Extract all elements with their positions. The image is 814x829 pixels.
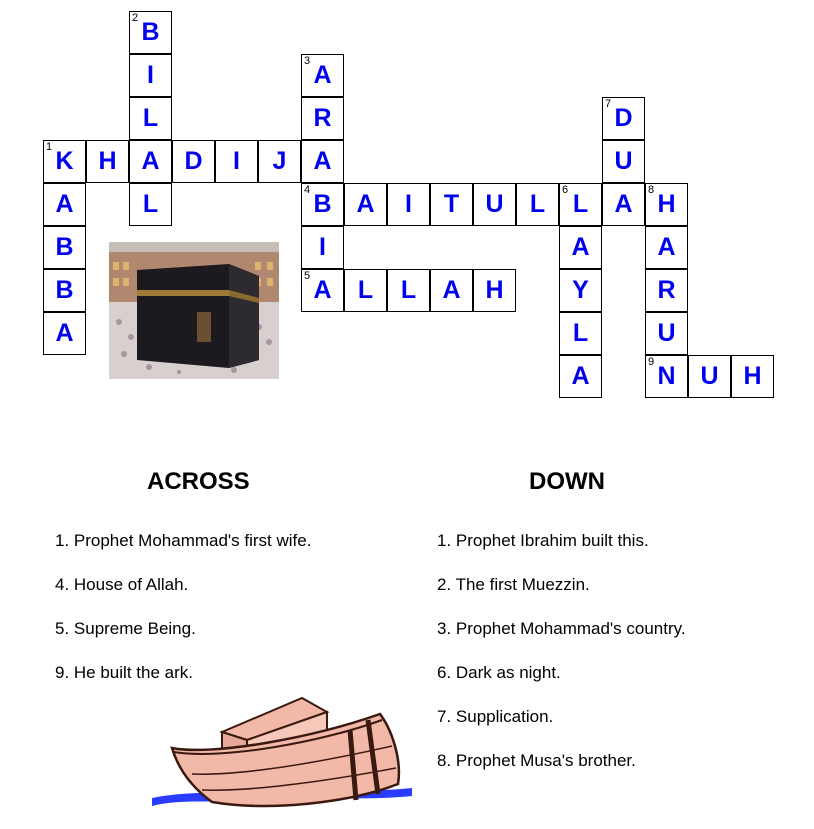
- crossword-cell[interactable]: [731, 355, 774, 398]
- across-clue-9: 9. He built the ark.: [55, 663, 193, 682]
- cell-letter: A: [657, 233, 676, 261]
- down-heading: DOWN: [529, 468, 605, 495]
- cell-letter: A: [55, 319, 74, 347]
- cell-letter: L: [142, 104, 159, 132]
- clue-number: 4: [304, 184, 311, 196]
- crossword-cell[interactable]: [301, 226, 344, 269]
- cell-letter: K: [55, 147, 74, 175]
- clue-number: 1: [46, 141, 53, 153]
- cell-letter: I: [147, 61, 154, 89]
- crossword-cell[interactable]: [602, 140, 645, 183]
- cell-letter: A: [614, 190, 633, 218]
- crossword-cell[interactable]: [301, 97, 344, 140]
- crossword-cell[interactable]: [129, 183, 172, 226]
- crossword-cell[interactable]: [129, 54, 172, 97]
- down-clue-3: 3. Prophet Mohammad's country.: [437, 619, 686, 638]
- crossword-cell[interactable]: [43, 183, 86, 226]
- crossword-cell[interactable]: [645, 226, 688, 269]
- across-clue-1: 1. Prophet Mohammad's first wife.: [55, 531, 312, 550]
- cell-letter: L: [572, 319, 589, 347]
- crossword-cell[interactable]: [129, 11, 172, 54]
- cell-letter: L: [572, 190, 589, 218]
- down-clue-1: 1. Prophet Ibrahim built this.: [437, 531, 649, 550]
- cell-letter: H: [657, 190, 676, 218]
- down-clue-2: 2. The first Muezzin.: [437, 575, 590, 594]
- cell-letter: B: [141, 18, 160, 46]
- cell-letter: R: [313, 104, 332, 132]
- across-heading: ACROSS: [147, 468, 250, 495]
- down-clue-6: 6. Dark as night.: [437, 663, 561, 682]
- crossword-cell[interactable]: [559, 269, 602, 312]
- cell-letter: A: [442, 276, 461, 304]
- crossword-cell[interactable]: [430, 183, 473, 226]
- crossword-cell[interactable]: [86, 140, 129, 183]
- cell-letter: T: [443, 190, 460, 218]
- crossword-cell[interactable]: [301, 140, 344, 183]
- crossword-cell[interactable]: [473, 269, 516, 312]
- cell-letter: U: [657, 319, 676, 347]
- cell-letter: U: [614, 147, 633, 175]
- cell-letter: U: [485, 190, 504, 218]
- crossword-cell[interactable]: [43, 140, 86, 183]
- crossword-cell[interactable]: [172, 140, 215, 183]
- clue-number: 8: [648, 184, 655, 196]
- down-clue-8: 8. Prophet Musa's brother.: [437, 751, 636, 770]
- crossword-cell[interactable]: [344, 183, 387, 226]
- crossword-cell[interactable]: [559, 355, 602, 398]
- cell-letter: A: [571, 233, 590, 261]
- cell-letter: D: [614, 104, 633, 132]
- cell-letter: I: [319, 233, 326, 261]
- crossword-cell[interactable]: [473, 183, 516, 226]
- clue-number: 2: [132, 12, 139, 24]
- clue-number: 5: [304, 270, 311, 282]
- crossword-cell[interactable]: [258, 140, 301, 183]
- crossword-cell[interactable]: [645, 312, 688, 355]
- crossword-cell[interactable]: [387, 269, 430, 312]
- cell-letter: Y: [572, 276, 589, 304]
- cell-letter: D: [184, 147, 203, 175]
- cell-letter: A: [55, 190, 74, 218]
- crossword-cell[interactable]: [688, 355, 731, 398]
- cell-letter: A: [356, 190, 375, 218]
- crossword-cell[interactable]: [301, 54, 344, 97]
- crossword-cell[interactable]: [645, 183, 688, 226]
- crossword-cell[interactable]: [43, 312, 86, 355]
- cell-letter: L: [357, 276, 374, 304]
- cell-letter: A: [313, 276, 332, 304]
- clue-number: 6: [562, 184, 569, 196]
- crossword-cell[interactable]: [43, 226, 86, 269]
- crossword-cell[interactable]: [516, 183, 559, 226]
- cell-letter: B: [55, 276, 74, 304]
- kaaba-photo: [109, 242, 279, 379]
- crossword-cell[interactable]: [602, 97, 645, 140]
- cell-letter: A: [141, 147, 160, 175]
- crossword-cell[interactable]: [301, 183, 344, 226]
- crossword-cell[interactable]: [430, 269, 473, 312]
- crossword-cell[interactable]: [645, 355, 688, 398]
- crossword-cell[interactable]: [43, 269, 86, 312]
- cell-letter: U: [700, 362, 719, 390]
- crossword-cell[interactable]: [301, 269, 344, 312]
- cell-letter: A: [313, 147, 332, 175]
- crossword-cell[interactable]: [559, 183, 602, 226]
- clue-number: 3: [304, 55, 311, 67]
- across-clue-4: 4. House of Allah.: [55, 575, 189, 594]
- crossword-cell[interactable]: [559, 312, 602, 355]
- cell-letter: A: [313, 61, 332, 89]
- cell-letter: R: [657, 276, 676, 304]
- down-clue-7: 7. Supplication.: [437, 707, 554, 726]
- clue-number: 7: [605, 98, 612, 110]
- noah-ark-illustration: [152, 690, 412, 820]
- crossword-cell[interactable]: [602, 183, 645, 226]
- cell-letter: N: [657, 362, 676, 390]
- cell-letter: L: [400, 276, 417, 304]
- cell-letter: H: [485, 276, 504, 304]
- crossword-cell[interactable]: [645, 269, 688, 312]
- cell-letter: H: [743, 362, 762, 390]
- cell-letter: L: [142, 190, 159, 218]
- crossword-cell[interactable]: [129, 140, 172, 183]
- crossword-cell[interactable]: [129, 97, 172, 140]
- cell-letter: B: [313, 190, 332, 218]
- crossword-cell[interactable]: [215, 140, 258, 183]
- clue-number: 9: [648, 356, 655, 368]
- crossword-cell[interactable]: [387, 183, 430, 226]
- across-clue-5: 5. Supreme Being.: [55, 619, 196, 638]
- crossword-cell[interactable]: [344, 269, 387, 312]
- cell-letter: J: [272, 147, 287, 175]
- crossword-cell[interactable]: [559, 226, 602, 269]
- cell-letter: I: [405, 190, 412, 218]
- cell-letter: I: [233, 147, 240, 175]
- cell-letter: B: [55, 233, 74, 261]
- cell-letter: A: [571, 362, 590, 390]
- cell-letter: H: [98, 147, 117, 175]
- cell-letter: L: [529, 190, 546, 218]
